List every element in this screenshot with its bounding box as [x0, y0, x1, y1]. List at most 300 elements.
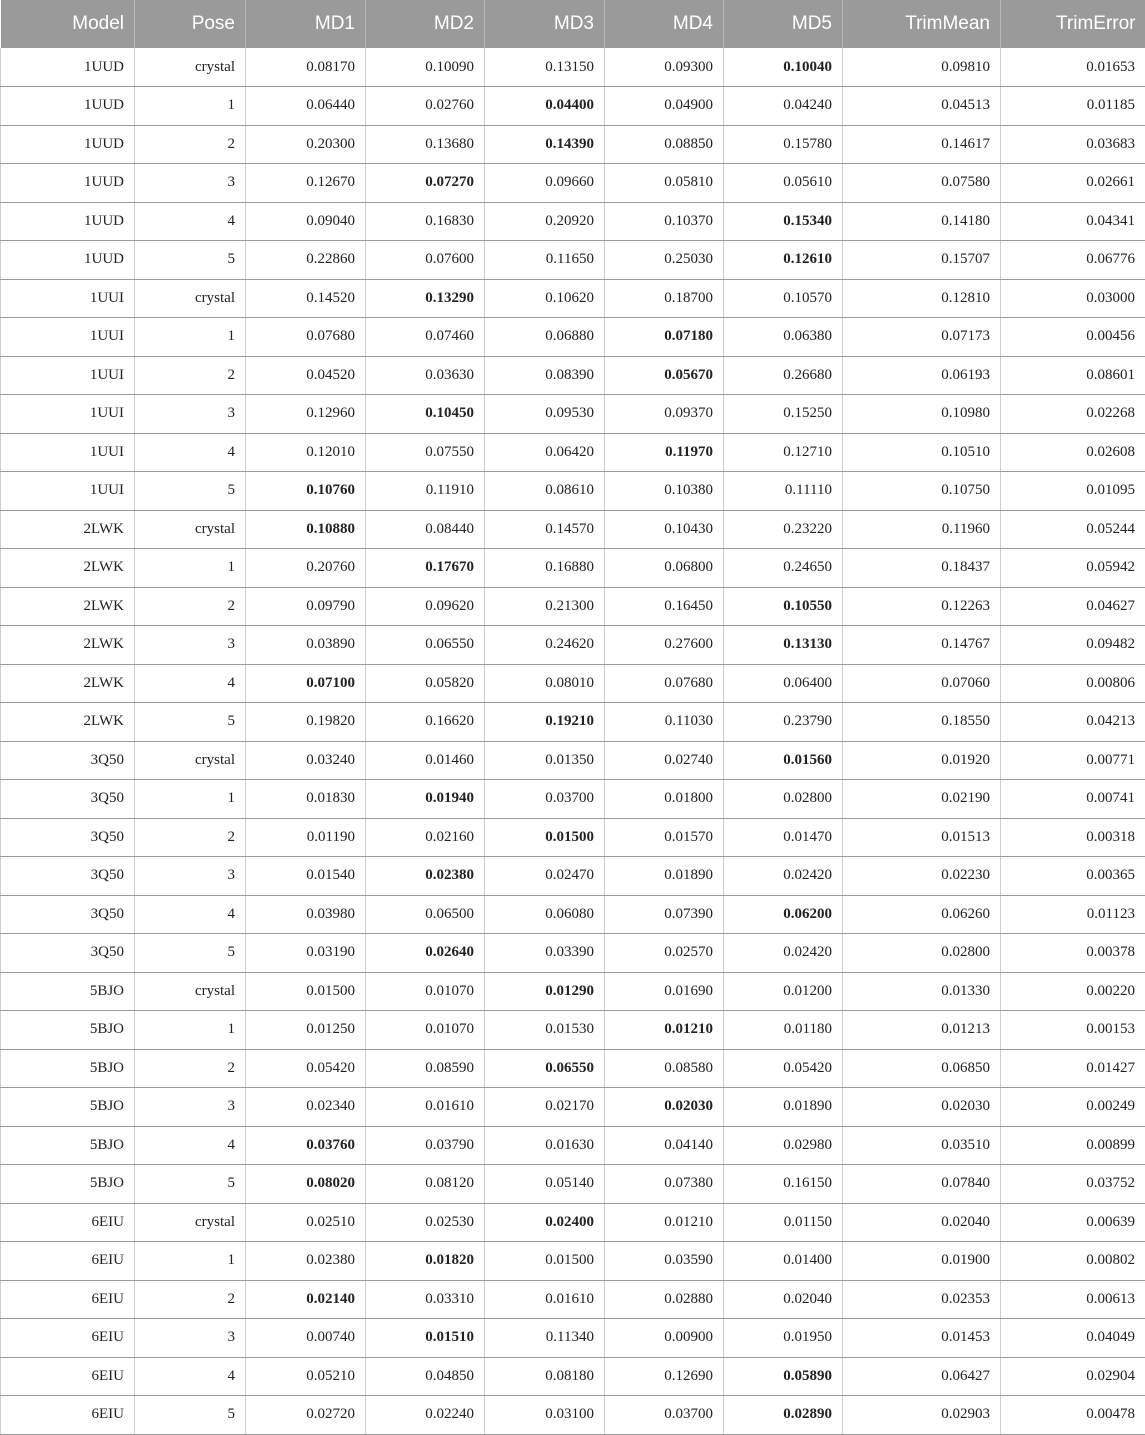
cell-md2: 0.01610 [366, 1088, 485, 1127]
cell-md5: 0.12710 [724, 433, 843, 472]
cell-md1: 0.00740 [246, 1319, 366, 1358]
cell-md1: 0.03980 [246, 895, 366, 934]
cell-trimerror: 0.05244 [1001, 510, 1145, 549]
cell-pose: 2 [135, 356, 246, 395]
table-row [1, 318, 1145, 357]
cell-md2: 0.07600 [366, 241, 485, 280]
cell-md4: 0.03590 [605, 1242, 724, 1281]
cell-md2: 0.01510 [366, 1319, 485, 1358]
cell-md2: 0.02240 [366, 1396, 485, 1435]
cell-md5: 0.05610 [724, 164, 843, 203]
cell-md4: 0.27600 [605, 626, 724, 665]
cell-pose: 1 [135, 87, 246, 126]
cell-md4: 0.02880 [605, 1280, 724, 1319]
cell-md3: 0.08180 [485, 1357, 605, 1396]
cell-model: 3Q50 [1, 895, 135, 934]
cell-trimerror: 0.01653 [1001, 48, 1145, 87]
cell-trimmean: 0.18437 [843, 549, 1001, 588]
cell-trimmean: 0.01453 [843, 1319, 1001, 1358]
table-row [1, 934, 1145, 973]
table-row [1, 433, 1145, 472]
cell-md3: 0.08010 [485, 664, 605, 703]
cell-trimerror: 0.00153 [1001, 1011, 1145, 1050]
cell-model: 1UUD [1, 241, 135, 280]
cell-md1: 0.12010 [246, 433, 366, 472]
cell-trimmean: 0.07840 [843, 1165, 1001, 1204]
cell-md1: 0.08020 [246, 1165, 366, 1204]
cell-md2: 0.07270 [366, 164, 485, 203]
column-header-md2: MD2 [366, 0, 485, 48]
table-body [1, 48, 1145, 1434]
table-row [1, 549, 1145, 588]
cell-model: 1UUI [1, 279, 135, 318]
cell-md2: 0.08590 [366, 1049, 485, 1088]
table-row [1, 1319, 1145, 1358]
cell-trimerror: 0.04627 [1001, 587, 1145, 626]
table-row [1, 356, 1145, 395]
cell-md4: 0.00900 [605, 1319, 724, 1358]
table-row [1, 626, 1145, 665]
cell-trimmean: 0.18550 [843, 703, 1001, 742]
cell-md4: 0.25030 [605, 241, 724, 280]
cell-md3: 0.03390 [485, 934, 605, 973]
cell-trimerror: 0.04341 [1001, 202, 1145, 241]
cell-pose: 5 [135, 472, 246, 511]
cell-trimerror: 0.02608 [1001, 433, 1145, 472]
table-row [1, 664, 1145, 703]
cell-md2: 0.11910 [366, 472, 485, 511]
cell-md4: 0.03700 [605, 1396, 724, 1435]
cell-trimerror: 0.00378 [1001, 934, 1145, 973]
cell-md3: 0.06880 [485, 318, 605, 357]
cell-model: 3Q50 [1, 818, 135, 857]
cell-md1: 0.20760 [246, 549, 366, 588]
cell-md4: 0.09300 [605, 48, 724, 87]
cell-md5: 0.01950 [724, 1319, 843, 1358]
cell-trimmean: 0.07060 [843, 664, 1001, 703]
cell-md3: 0.01500 [485, 818, 605, 857]
table-row [1, 1203, 1145, 1242]
cell-md5: 0.10040 [724, 48, 843, 87]
cell-md4: 0.09370 [605, 395, 724, 434]
cell-model: 3Q50 [1, 780, 135, 819]
cell-pose: 3 [135, 164, 246, 203]
cell-md2: 0.10450 [366, 395, 485, 434]
cell-md3: 0.13150 [485, 48, 605, 87]
cell-md1: 0.19820 [246, 703, 366, 742]
cell-model: 2LWK [1, 626, 135, 665]
cell-trimerror: 0.00478 [1001, 1396, 1145, 1435]
cell-trimerror: 0.06776 [1001, 241, 1145, 280]
cell-md2: 0.02640 [366, 934, 485, 973]
cell-trimerror: 0.03000 [1001, 279, 1145, 318]
cell-trimerror: 0.00899 [1001, 1126, 1145, 1165]
cell-md1: 0.03760 [246, 1126, 366, 1165]
cell-md4: 0.08580 [605, 1049, 724, 1088]
cell-pose: 3 [135, 395, 246, 434]
cell-md5: 0.05890 [724, 1357, 843, 1396]
cell-trimmean: 0.01900 [843, 1242, 1001, 1281]
cell-md2: 0.08440 [366, 510, 485, 549]
column-header-trimmean: TrimMean [843, 0, 1001, 48]
cell-md3: 0.02170 [485, 1088, 605, 1127]
cell-md4: 0.01800 [605, 780, 724, 819]
column-header-trimerror: TrimError [1001, 0, 1145, 48]
cell-md1: 0.02340 [246, 1088, 366, 1127]
cell-md3: 0.06420 [485, 433, 605, 472]
cell-md1: 0.20300 [246, 125, 366, 164]
cell-md2: 0.07550 [366, 433, 485, 472]
table-row [1, 1396, 1145, 1435]
cell-md1: 0.07100 [246, 664, 366, 703]
cell-md2: 0.08120 [366, 1165, 485, 1204]
cell-md1: 0.07680 [246, 318, 366, 357]
cell-md2: 0.02530 [366, 1203, 485, 1242]
table-row [1, 48, 1145, 87]
cell-md4: 0.11030 [605, 703, 724, 742]
cell-md2: 0.01070 [366, 1011, 485, 1050]
cell-md5: 0.10570 [724, 279, 843, 318]
cell-trimerror: 0.04213 [1001, 703, 1145, 742]
cell-trimerror: 0.00806 [1001, 664, 1145, 703]
cell-md5: 0.13130 [724, 626, 843, 665]
cell-model: 1UUI [1, 472, 135, 511]
cell-md4: 0.11970 [605, 433, 724, 472]
cell-md1: 0.01190 [246, 818, 366, 857]
cell-trimmean: 0.06260 [843, 895, 1001, 934]
cell-md1: 0.10880 [246, 510, 366, 549]
cell-md2: 0.16620 [366, 703, 485, 742]
table-row [1, 703, 1145, 742]
cell-pose: 5 [135, 1165, 246, 1204]
cell-trimmean: 0.11960 [843, 510, 1001, 549]
cell-md3: 0.01500 [485, 1242, 605, 1281]
cell-md5: 0.15780 [724, 125, 843, 164]
cell-md1: 0.02140 [246, 1280, 366, 1319]
cell-md3: 0.20920 [485, 202, 605, 241]
cell-pose: 4 [135, 202, 246, 241]
cell-md1: 0.02720 [246, 1396, 366, 1435]
cell-md5: 0.24650 [724, 549, 843, 588]
table-row [1, 87, 1145, 126]
cell-md1: 0.12670 [246, 164, 366, 203]
cell-pose: 3 [135, 626, 246, 665]
table-row [1, 818, 1145, 857]
cell-md1: 0.02510 [246, 1203, 366, 1242]
cell-md5: 0.15250 [724, 395, 843, 434]
cell-trimmean: 0.14180 [843, 202, 1001, 241]
cell-md5: 0.16150 [724, 1165, 843, 1204]
cell-md3: 0.01530 [485, 1011, 605, 1050]
cell-md5: 0.12610 [724, 241, 843, 280]
cell-md4: 0.04140 [605, 1126, 724, 1165]
column-header-md1: MD1 [246, 0, 366, 48]
cell-md1: 0.06440 [246, 87, 366, 126]
cell-md2: 0.13680 [366, 125, 485, 164]
cell-trimerror: 0.01123 [1001, 895, 1145, 934]
cell-trimmean: 0.01330 [843, 972, 1001, 1011]
table-row [1, 1049, 1145, 1088]
cell-md5: 0.01560 [724, 741, 843, 780]
cell-md2: 0.17670 [366, 549, 485, 588]
table-row [1, 741, 1145, 780]
cell-trimmean: 0.01513 [843, 818, 1001, 857]
cell-md4: 0.02570 [605, 934, 724, 973]
cell-md5: 0.01200 [724, 972, 843, 1011]
column-header-md4: MD4 [605, 0, 724, 48]
cell-md1: 0.03190 [246, 934, 366, 973]
cell-md3: 0.14570 [485, 510, 605, 549]
cell-md1: 0.09790 [246, 587, 366, 626]
cell-model: 3Q50 [1, 934, 135, 973]
cell-model: 5BJO [1, 1011, 135, 1050]
cell-md4: 0.01890 [605, 857, 724, 896]
cell-model: 1UUI [1, 318, 135, 357]
cell-md4: 0.07180 [605, 318, 724, 357]
cell-md3: 0.04400 [485, 87, 605, 126]
cell-trimmean: 0.02030 [843, 1088, 1001, 1127]
cell-md5: 0.15340 [724, 202, 843, 241]
cell-md2: 0.02380 [366, 857, 485, 896]
cell-md3: 0.24620 [485, 626, 605, 665]
cell-md2: 0.09620 [366, 587, 485, 626]
cell-md2: 0.01460 [366, 741, 485, 780]
cell-trimerror: 0.01095 [1001, 472, 1145, 511]
cell-model: 6EIU [1, 1396, 135, 1435]
cell-md3: 0.02400 [485, 1203, 605, 1242]
cell-model: 6EIU [1, 1242, 135, 1281]
table-row [1, 472, 1145, 511]
cell-md1: 0.01250 [246, 1011, 366, 1050]
cell-trimerror: 0.00220 [1001, 972, 1145, 1011]
cell-md4: 0.16450 [605, 587, 724, 626]
cell-md3: 0.11340 [485, 1319, 605, 1358]
cell-md4: 0.07390 [605, 895, 724, 934]
cell-model: 5BJO [1, 1049, 135, 1088]
cell-trimmean: 0.03510 [843, 1126, 1001, 1165]
cell-md1: 0.04520 [246, 356, 366, 395]
cell-md3: 0.03700 [485, 780, 605, 819]
cell-md3: 0.10620 [485, 279, 605, 318]
cell-md5: 0.06380 [724, 318, 843, 357]
table-row [1, 1126, 1145, 1165]
cell-md5: 0.02980 [724, 1126, 843, 1165]
cell-pose: 5 [135, 1396, 246, 1435]
table-row [1, 1357, 1145, 1396]
cell-md5: 0.23790 [724, 703, 843, 742]
cell-md2: 0.07460 [366, 318, 485, 357]
cell-pose: 2 [135, 587, 246, 626]
cell-md4: 0.12690 [605, 1357, 724, 1396]
cell-model: 5BJO [1, 1088, 135, 1127]
cell-md2: 0.13290 [366, 279, 485, 318]
table-row [1, 1165, 1145, 1204]
cell-trimmean: 0.02230 [843, 857, 1001, 896]
cell-md5: 0.10550 [724, 587, 843, 626]
cell-pose: crystal [135, 741, 246, 780]
cell-pose: crystal [135, 48, 246, 87]
table-row [1, 780, 1145, 819]
cell-pose: crystal [135, 279, 246, 318]
cell-model: 6EIU [1, 1280, 135, 1319]
table-row [1, 202, 1145, 241]
cell-trimmean: 0.01920 [843, 741, 1001, 780]
cell-md1: 0.02380 [246, 1242, 366, 1281]
cell-md1: 0.10760 [246, 472, 366, 511]
cell-trimerror: 0.00741 [1001, 780, 1145, 819]
cell-trimerror: 0.00802 [1001, 1242, 1145, 1281]
cell-md5: 0.01150 [724, 1203, 843, 1242]
cell-md1: 0.22860 [246, 241, 366, 280]
cell-md2: 0.02760 [366, 87, 485, 126]
cell-pose: 1 [135, 549, 246, 588]
cell-md4: 0.07680 [605, 664, 724, 703]
cell-trimmean: 0.12263 [843, 587, 1001, 626]
cell-trimmean: 0.02353 [843, 1280, 1001, 1319]
cell-md4: 0.10430 [605, 510, 724, 549]
cell-trimerror: 0.00613 [1001, 1280, 1145, 1319]
cell-md2: 0.06500 [366, 895, 485, 934]
cell-pose: 5 [135, 934, 246, 973]
cell-md4: 0.01690 [605, 972, 724, 1011]
cell-trimmean: 0.06850 [843, 1049, 1001, 1088]
cell-pose: 2 [135, 818, 246, 857]
cell-md2: 0.03790 [366, 1126, 485, 1165]
table-row [1, 587, 1145, 626]
cell-md4: 0.02030 [605, 1088, 724, 1127]
cell-md4: 0.18700 [605, 279, 724, 318]
cell-md5: 0.01400 [724, 1242, 843, 1281]
cell-md2: 0.01940 [366, 780, 485, 819]
cell-md3: 0.03100 [485, 1396, 605, 1435]
cell-trimerror: 0.00249 [1001, 1088, 1145, 1127]
cell-model: 2LWK [1, 510, 135, 549]
cell-pose: 3 [135, 857, 246, 896]
cell-trimerror: 0.00365 [1001, 857, 1145, 896]
cell-trimmean: 0.02800 [843, 934, 1001, 973]
cell-pose: 1 [135, 318, 246, 357]
cell-trimmean: 0.01213 [843, 1011, 1001, 1050]
cell-md1: 0.01540 [246, 857, 366, 896]
cell-md3: 0.21300 [485, 587, 605, 626]
cell-pose: 4 [135, 433, 246, 472]
cell-model: 2LWK [1, 664, 135, 703]
cell-md5: 0.23220 [724, 510, 843, 549]
cell-trimerror: 0.01185 [1001, 87, 1145, 126]
cell-md1: 0.03240 [246, 741, 366, 780]
cell-trimmean: 0.14767 [843, 626, 1001, 665]
cell-md3: 0.05140 [485, 1165, 605, 1204]
cell-md2: 0.02160 [366, 818, 485, 857]
table-row [1, 1088, 1145, 1127]
cell-trimmean: 0.02040 [843, 1203, 1001, 1242]
cell-trimmean: 0.07173 [843, 318, 1001, 357]
cell-trimmean: 0.02903 [843, 1396, 1001, 1435]
cell-pose: 5 [135, 703, 246, 742]
cell-model: 1UUI [1, 395, 135, 434]
table-row [1, 1242, 1145, 1281]
cell-trimmean: 0.10750 [843, 472, 1001, 511]
table-row [1, 279, 1145, 318]
cell-md4: 0.01210 [605, 1203, 724, 1242]
header-row [1, 0, 1145, 48]
table-row [1, 510, 1145, 549]
cell-model: 1UUD [1, 48, 135, 87]
cell-md2: 0.04850 [366, 1357, 485, 1396]
table-row [1, 895, 1145, 934]
cell-trimmean: 0.14617 [843, 125, 1001, 164]
cell-md1: 0.09040 [246, 202, 366, 241]
cell-md3: 0.08390 [485, 356, 605, 395]
cell-md5: 0.26680 [724, 356, 843, 395]
cell-model: 3Q50 [1, 857, 135, 896]
cell-pose: 1 [135, 1011, 246, 1050]
cell-md4: 0.04900 [605, 87, 724, 126]
cell-trimerror: 0.03752 [1001, 1165, 1145, 1204]
cell-md3: 0.19210 [485, 703, 605, 742]
table-row [1, 1280, 1145, 1319]
cell-md5: 0.11110 [724, 472, 843, 511]
column-header-pose: Pose [135, 0, 246, 48]
cell-trimerror: 0.00318 [1001, 818, 1145, 857]
cell-trimerror: 0.09482 [1001, 626, 1145, 665]
cell-trimerror: 0.02904 [1001, 1357, 1145, 1396]
cell-md2: 0.01820 [366, 1242, 485, 1281]
column-header-model: Model [1, 0, 135, 48]
cell-md4: 0.06800 [605, 549, 724, 588]
cell-model: 1UUI [1, 356, 135, 395]
cell-md3: 0.01610 [485, 1280, 605, 1319]
cell-model: 1UUD [1, 125, 135, 164]
cell-md2: 0.03310 [366, 1280, 485, 1319]
table-row [1, 395, 1145, 434]
cell-md4: 0.01210 [605, 1011, 724, 1050]
cell-trimerror: 0.00639 [1001, 1203, 1145, 1242]
cell-model: 2LWK [1, 587, 135, 626]
cell-pose: 4 [135, 1357, 246, 1396]
cell-pose: 2 [135, 1049, 246, 1088]
cell-model: 1UUD [1, 164, 135, 203]
cell-md5: 0.06200 [724, 895, 843, 934]
cell-trimmean: 0.07580 [843, 164, 1001, 203]
cell-model: 1UUD [1, 87, 135, 126]
table-row [1, 972, 1145, 1011]
table-row [1, 164, 1145, 203]
cell-trimerror: 0.05942 [1001, 549, 1145, 588]
cell-md1: 0.05420 [246, 1049, 366, 1088]
cell-md5: 0.05420 [724, 1049, 843, 1088]
cell-pose: 4 [135, 895, 246, 934]
cell-pose: 1 [135, 1242, 246, 1281]
cell-pose: 3 [135, 1088, 246, 1127]
cell-md3: 0.01630 [485, 1126, 605, 1165]
cell-model: 5BJO [1, 1126, 135, 1165]
cell-md4: 0.02740 [605, 741, 724, 780]
cell-trimerror: 0.01427 [1001, 1049, 1145, 1088]
cell-trimmean: 0.02190 [843, 780, 1001, 819]
cell-model: 5BJO [1, 972, 135, 1011]
cell-model: 6EIU [1, 1203, 135, 1242]
cell-pose: 5 [135, 241, 246, 280]
cell-md4: 0.05810 [605, 164, 724, 203]
cell-model: 1UUI [1, 433, 135, 472]
cell-trimerror: 0.08601 [1001, 356, 1145, 395]
table-row [1, 125, 1145, 164]
cell-pose: 1 [135, 780, 246, 819]
cell-md5: 0.02890 [724, 1396, 843, 1435]
cell-trimmean: 0.10510 [843, 433, 1001, 472]
cell-md3: 0.06550 [485, 1049, 605, 1088]
